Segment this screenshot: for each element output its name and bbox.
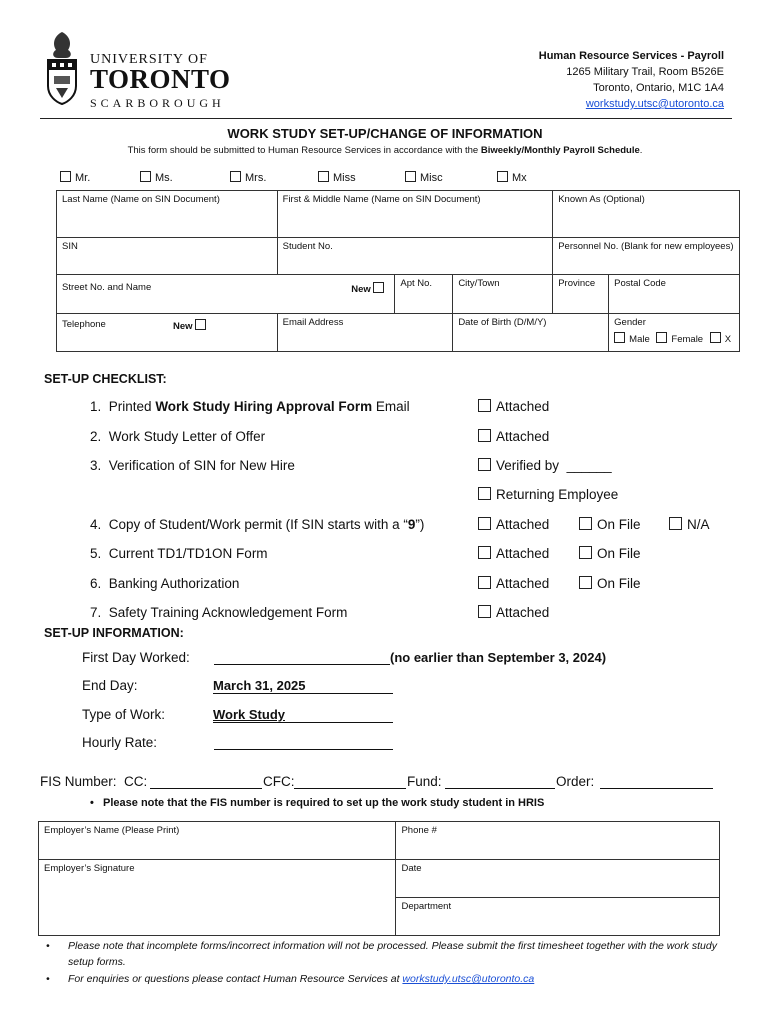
header-address-line2: Toronto, Ontario, M1C 1A4 — [593, 82, 724, 94]
fis-label: FIS Number: CC: — [40, 774, 148, 789]
fis-cfc-input[interactable] — [294, 788, 406, 789]
checklist-item-2: 2. Work Study Letter of Offer — [90, 429, 266, 444]
checkbox[interactable] — [579, 517, 592, 530]
fis-cc-input[interactable] — [150, 788, 262, 789]
email-field[interactable]: Email Address — [277, 314, 453, 352]
checkbox[interactable] — [230, 171, 241, 182]
checkbox[interactable] — [478, 487, 491, 500]
employer-name-field[interactable]: Employer’s Name (Please Print) — [39, 822, 396, 860]
header-email-link[interactable]: workstudy.utsc@utoronto.ca — [585, 98, 724, 110]
form-title: WORK STUDY SET-UP/CHANGE OF INFORMATION — [227, 126, 543, 141]
dob-field[interactable]: Date of Birth (D/M/Y) — [453, 314, 609, 352]
honorific-mrs[interactable]: Mrs. — [230, 171, 266, 184]
item6-attached[interactable]: Attached — [478, 576, 549, 591]
telephone-field[interactable]: Telephone New — [57, 314, 278, 352]
hourly-rate-input[interactable] — [214, 749, 393, 750]
item1-attached[interactable]: Attached — [478, 399, 549, 414]
logo-line-3: SCARBOROUGH — [90, 96, 225, 110]
checkbox[interactable] — [478, 458, 491, 471]
fis-cfc-label: CFC: — [263, 774, 295, 789]
employer-table — [38, 821, 720, 936]
gender-field[interactable]: Gender Male Female X — [609, 314, 740, 352]
first-day-input[interactable] — [214, 664, 390, 665]
item5-attached[interactable]: Attached — [478, 546, 549, 561]
gender-male-label: Male — [629, 334, 650, 345]
postal-code-field[interactable]: Postal Code — [609, 275, 740, 314]
hourly-rate-label: Hourly Rate: — [82, 735, 158, 750]
checkbox[interactable] — [60, 171, 71, 182]
street-field[interactable]: Street No. and Name New — [57, 275, 395, 314]
checkbox[interactable] — [318, 171, 329, 182]
item6-on-file[interactable]: On File — [579, 576, 641, 591]
footer-note-1: Please note that incomplete forms/incorrect information will not be processed. Please submit the first timesheet together with the work study setup forms. — [68, 940, 717, 968]
employer-signature-field[interactable]: Employer’s Signature — [39, 860, 396, 936]
item5-on-file[interactable]: On File — [579, 546, 641, 561]
header-address — [539, 48, 724, 112]
checkbox[interactable] — [710, 332, 721, 343]
checkbox[interactable] — [373, 282, 384, 293]
apt-field[interactable]: Apt No. — [395, 275, 453, 314]
checkbox[interactable] — [478, 546, 491, 559]
fis-fund-label: Fund: — [407, 774, 442, 789]
last-name-field[interactable]: Last Name (Name on SIN Document) — [57, 191, 278, 238]
personal-info-table — [56, 190, 740, 352]
form-subtitle — [0, 145, 770, 156]
logo-line-1: UNIVERSITY OF — [90, 52, 208, 67]
checklist-item-7: 7. Safety Training Acknowledgement Form — [90, 605, 348, 620]
city-field[interactable]: City/Town — [453, 275, 553, 314]
item4-on-file[interactable]: On File — [579, 517, 641, 532]
type-of-work-label: Type of Work: — [82, 707, 166, 722]
end-day-label: End Day: — [82, 678, 138, 693]
checkbox[interactable] — [478, 605, 491, 618]
honorific-ms[interactable]: Ms. — [140, 171, 173, 184]
checkbox[interactable] — [579, 546, 592, 559]
checklist-item-1: 1. Printed Work Study Hiring Approval Form Email — [90, 399, 410, 414]
honorific-mr[interactable]: Mr. — [60, 171, 90, 184]
student-no-field[interactable]: Student No. — [277, 238, 553, 275]
item3-returning-employee[interactable]: Returning Employee — [478, 487, 618, 502]
sin-field[interactable]: SIN — [57, 238, 278, 275]
end-day-value[interactable]: March 31, 2025 — [213, 678, 393, 694]
info-heading: SET-UP INFORMATION: — [44, 626, 184, 640]
footer-bullet-1: • — [46, 940, 50, 952]
employer-department-field[interactable]: Department — [396, 898, 720, 936]
checklist-item-3: 3. Verification of SIN for New Hire — [90, 458, 295, 473]
logo-line-2: TORONTO — [90, 64, 231, 94]
item4-na[interactable]: N/A — [669, 517, 710, 532]
checkbox[interactable] — [140, 171, 151, 182]
gender-female-label: Female — [671, 334, 704, 345]
honorific-misc[interactable]: Misc — [405, 171, 443, 184]
checkbox[interactable] — [579, 576, 592, 589]
subtitle-text: This form should be submitted to Human Resource Services in accordance with the — [127, 145, 481, 156]
checkbox[interactable] — [478, 399, 491, 412]
first-day-note: (no earlier than September 3, 2024) — [390, 650, 607, 665]
fis-order-input[interactable] — [600, 788, 713, 789]
checkbox[interactable] — [195, 319, 206, 330]
item4-attached[interactable]: Attached — [478, 517, 549, 532]
telephone-new-option[interactable]: New — [173, 319, 210, 332]
checkbox[interactable] — [656, 332, 667, 343]
checklist-item-6: 6. Banking Authorization — [90, 576, 240, 591]
checkbox[interactable] — [405, 171, 416, 182]
footer-note-2: For enquiries or questions please contact Human Resource Services at workstudy.utsc@utoronto.ca — [68, 973, 535, 985]
gender-x-label: X — [724, 334, 732, 345]
checklist-item-4: 4. Copy of Student/Work permit (If SIN starts with a “9”) — [90, 517, 425, 532]
personnel-no-field[interactable]: Personnel No. (Blank for new employees) — [553, 238, 740, 275]
header-address-line1: 1265 Military Trail, Room B526E — [566, 66, 724, 78]
subtitle-end: . — [639, 145, 643, 156]
item7-attached[interactable]: Attached — [478, 605, 549, 620]
item3-verified-by[interactable]: Verified by ______ — [478, 458, 612, 473]
checkbox[interactable] — [669, 517, 682, 530]
subtitle-bold: Biweekly/Monthly Payroll Schedule — [480, 145, 640, 156]
province-field[interactable]: Province — [553, 275, 609, 314]
checkbox[interactable] — [497, 171, 508, 182]
employer-phone-field[interactable]: Phone # — [396, 822, 720, 860]
footer-email-link[interactable]: workstudy.utsc@utoronto.ca — [402, 973, 535, 985]
employer-date-field[interactable]: Date — [396, 860, 720, 898]
fis-fund-input[interactable] — [445, 788, 555, 789]
footer-bullet-2: • — [46, 973, 50, 985]
checkbox[interactable] — [614, 332, 625, 343]
header-divider — [40, 118, 732, 119]
header-dept: Human Resource Services - Payroll — [538, 50, 724, 62]
item2-attached[interactable]: Attached — [478, 429, 549, 444]
first-name-field[interactable]: First & Middle Name (Name on SIN Document) — [277, 191, 553, 238]
first-day-label: First Day Worked: — [82, 650, 190, 665]
known-as-field[interactable]: Known As (Optional) — [553, 191, 740, 238]
fis-order-label: Order: — [556, 774, 595, 789]
type-of-work-value[interactable]: Work Study — [213, 707, 393, 723]
checklist-item-5: 5. Current TD1/TD1ON Form — [90, 546, 268, 561]
honorific-mx[interactable]: Mx — [497, 171, 527, 184]
honorific-miss[interactable]: Miss — [318, 171, 356, 184]
street-new-option[interactable]: New — [351, 282, 388, 295]
checkbox[interactable] — [478, 576, 491, 589]
checkbox[interactable] — [478, 429, 491, 442]
fis-note: • Please note that the FIS number is required to set up the work study student in HRIS — [90, 797, 545, 809]
university-crest-logo — [44, 30, 80, 106]
checklist-heading: SET-UP CHECKLIST: — [44, 372, 167, 386]
checkbox[interactable] — [478, 517, 491, 530]
